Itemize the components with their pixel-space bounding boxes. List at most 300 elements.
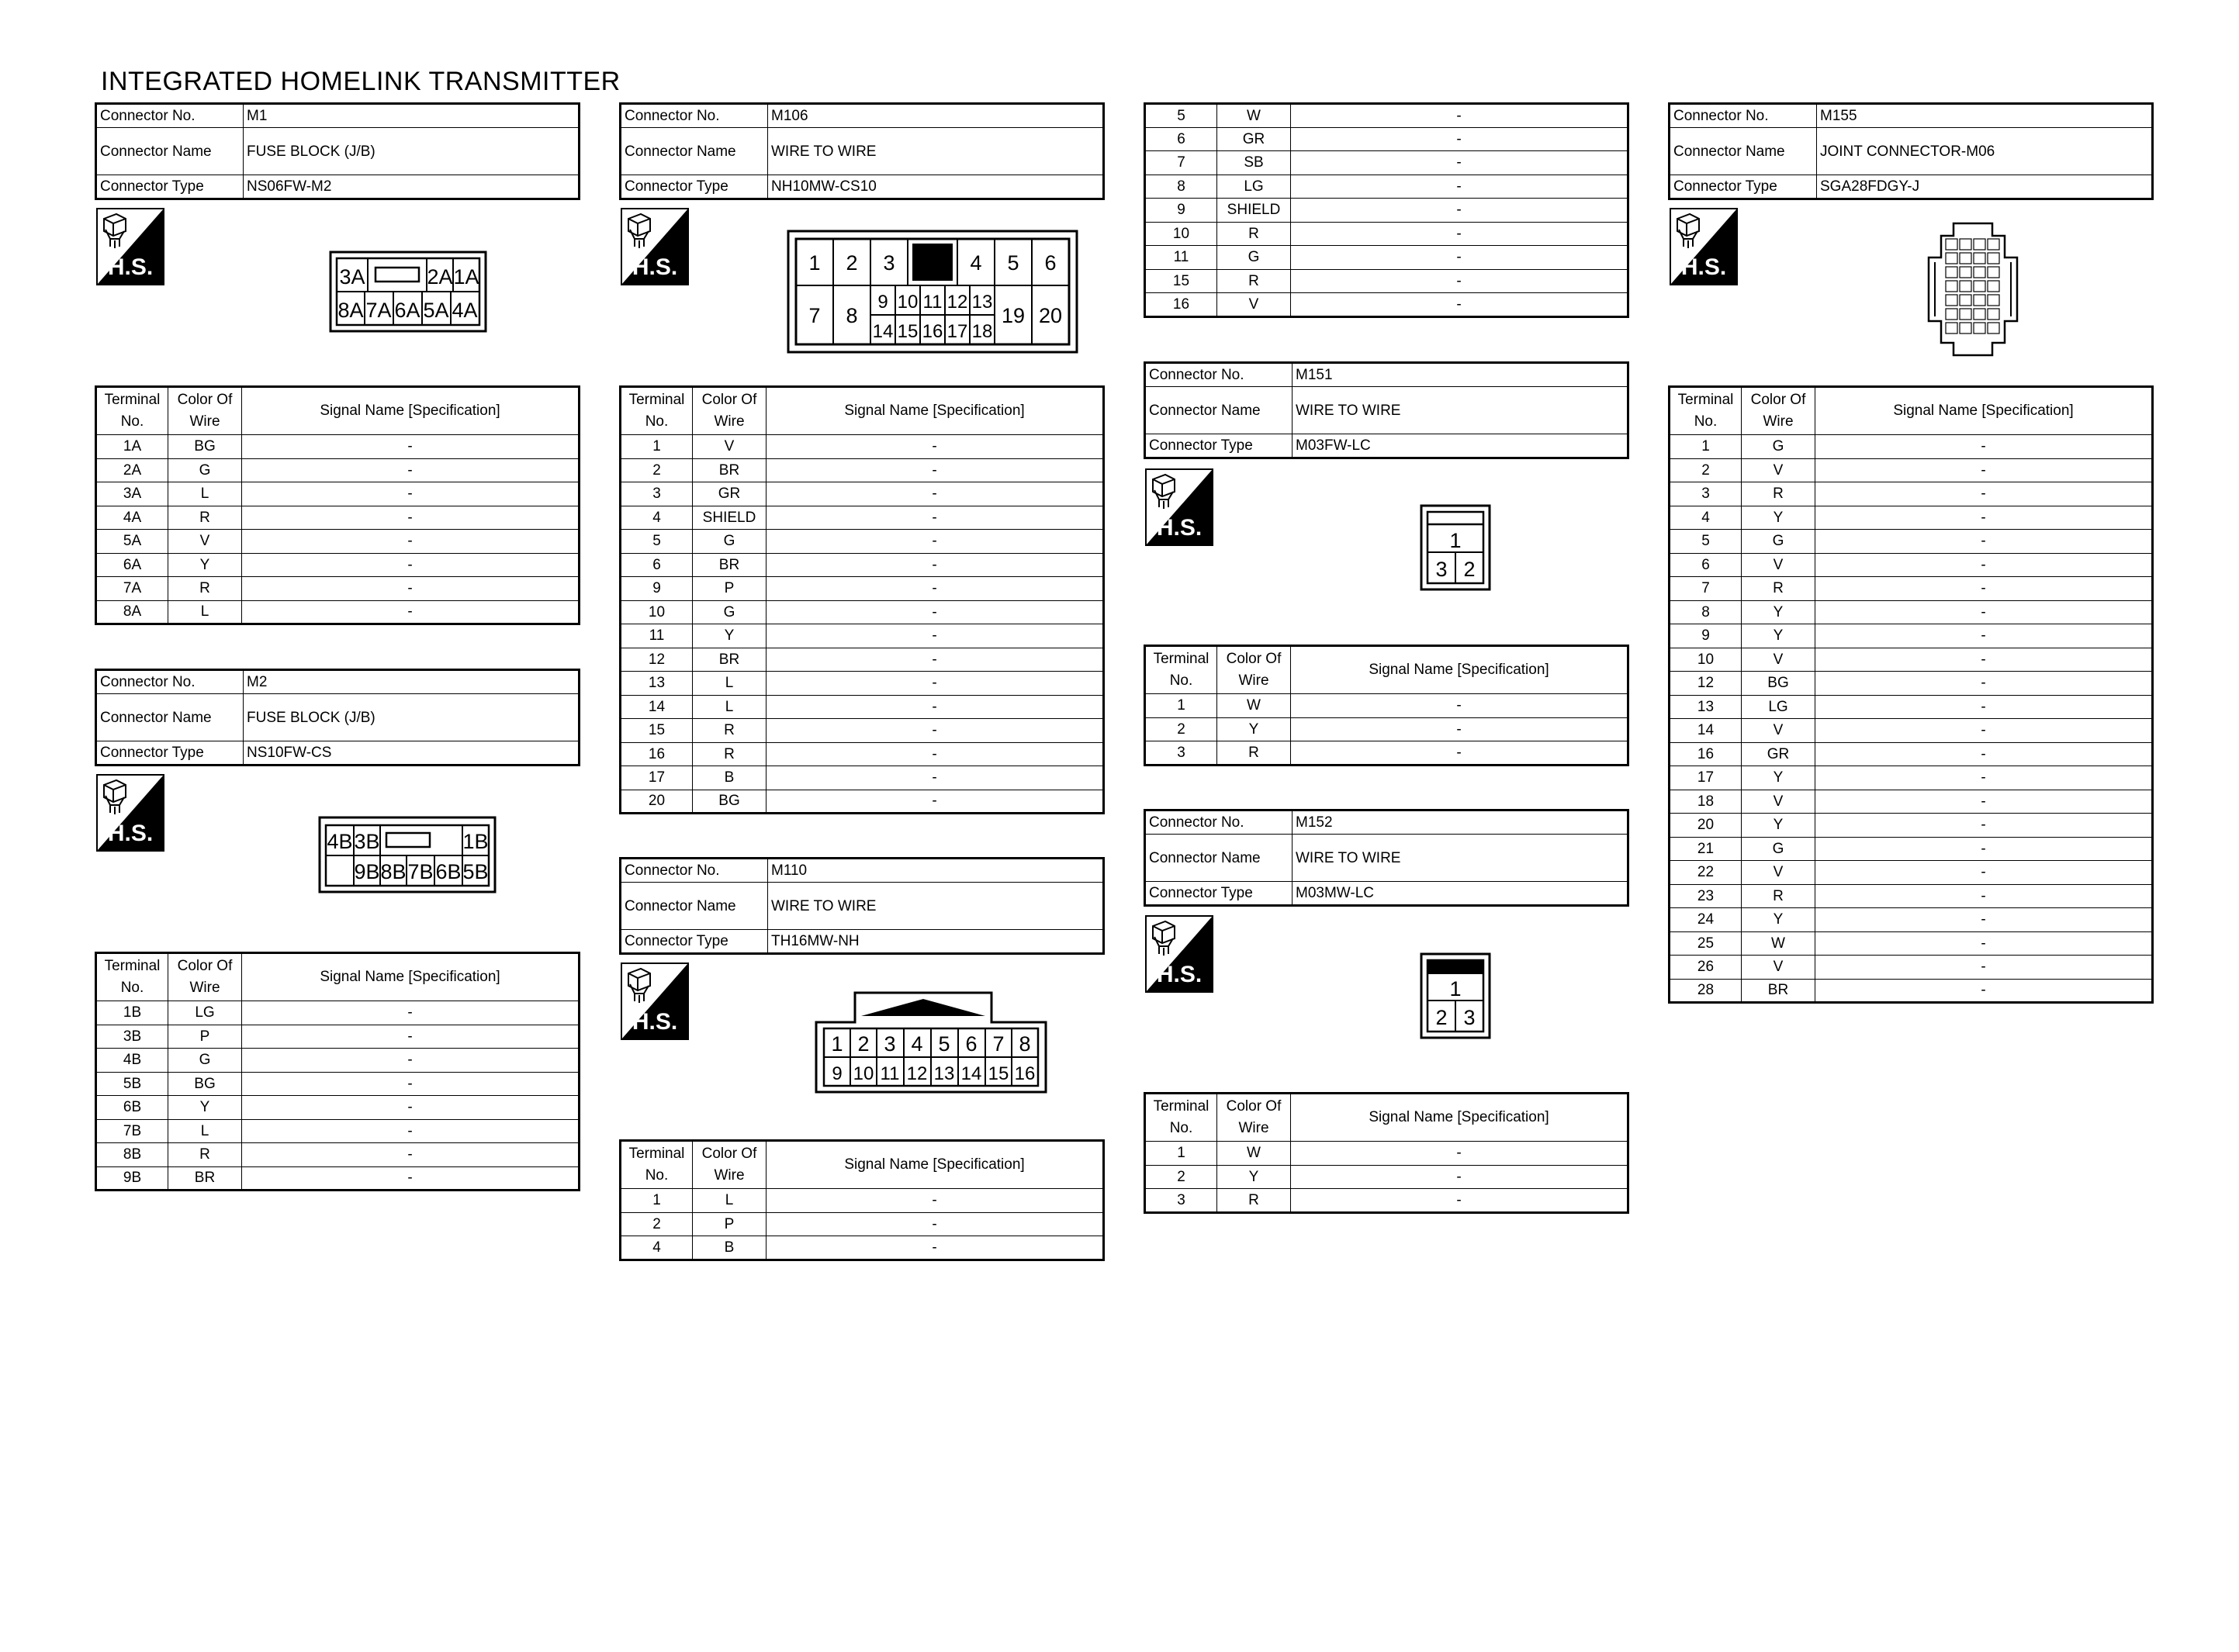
terminal-no-cell: 1 <box>1670 435 1742 459</box>
terminal-no-cell: 2A <box>96 458 168 482</box>
pin-label: 4A <box>452 299 478 322</box>
terminal-no-cell: 3 <box>1145 1189 1217 1213</box>
pin-label: 5B <box>462 860 489 883</box>
label-connector-type: Connector Type <box>96 741 244 766</box>
terminal-no-cell: 1 <box>1145 1142 1217 1166</box>
table-row <box>1670 908 2153 932</box>
connector-m155-face <box>1924 222 2022 357</box>
signal-name-cell: - <box>242 435 580 459</box>
table-row <box>96 458 580 482</box>
connector-name-value: FUSE BLOCK (J/B) <box>244 128 580 175</box>
table-row <box>1145 269 1628 293</box>
pin-label: 7A <box>365 299 392 322</box>
signal-name-cell: - <box>242 1001 580 1025</box>
connector-m106-info <box>619 102 1105 200</box>
table-row <box>621 719 1104 743</box>
header-signal-name: Signal Name [Specification] <box>767 387 1104 435</box>
table-row <box>96 1049 580 1073</box>
terminal-no-cell: 6B <box>96 1096 168 1120</box>
terminal-no-cell: 8A <box>96 600 168 624</box>
wire-color-cell: R <box>1217 269 1291 293</box>
connector-m151-face <box>1420 504 1491 591</box>
terminal-no-cell: 10 <box>621 600 693 624</box>
header-signal-name: Signal Name [Specification] <box>1815 387 2153 435</box>
pin-label: 12 <box>946 292 968 313</box>
wire-color-cell: G <box>168 458 242 482</box>
table-row <box>1670 956 2153 980</box>
header-terminal-no: Terminal No. <box>621 387 693 435</box>
connector-m1-face <box>329 251 487 333</box>
terminal-no-cell: 5 <box>1670 530 1742 554</box>
hs-badge-text: H.S. <box>107 254 154 280</box>
terminal-no-cell: 11 <box>621 624 693 648</box>
wire-color-cell: Y <box>1742 624 1815 648</box>
terminal-no-cell: 9B <box>96 1166 168 1191</box>
terminal-no-cell: 9 <box>1145 199 1217 223</box>
table-row <box>96 435 580 459</box>
table-row <box>621 766 1104 790</box>
header-terminal-no: Terminal No. <box>96 387 168 435</box>
harness-side-icon <box>1145 915 1213 993</box>
signal-name-cell: - <box>1291 269 1628 293</box>
terminal-no-cell: 7A <box>96 577 168 601</box>
wire-color-cell: W <box>1742 931 1815 956</box>
table-row <box>621 1236 1104 1260</box>
signal-name-cell: - <box>767 695 1104 719</box>
wire-color-cell: V <box>1742 648 1815 672</box>
terminal-no-cell: 4 <box>621 1236 693 1260</box>
table-row <box>621 790 1104 814</box>
wire-color-cell: SB <box>1217 151 1291 175</box>
terminal-no-cell: 2 <box>1670 458 1742 482</box>
wire-color-cell: R <box>1217 741 1291 766</box>
signal-name-cell: - <box>242 1119 580 1143</box>
signal-name-cell: - <box>1815 790 2153 814</box>
signal-name-cell: - <box>767 435 1104 459</box>
connector-type-value: SGA28FDGY-J <box>1817 175 2153 199</box>
connector-name-value: WIRE TO WIRE <box>768 883 1104 930</box>
wire-color-cell: R <box>168 506 242 530</box>
table-row <box>1670 482 2153 506</box>
pin-label: 13 <box>971 292 993 313</box>
header-terminal-no: Terminal No. <box>621 1141 693 1189</box>
signal-name-cell: - <box>1291 1189 1628 1213</box>
signal-name-cell: - <box>767 742 1104 766</box>
signal-name-cell: - <box>1815 931 2153 956</box>
connector-name-value: WIRE TO WIRE <box>768 128 1104 175</box>
table-row <box>1145 1165 1628 1189</box>
page-title: INTEGRATED HOMELINK TRANSMITTER <box>101 67 621 96</box>
terminal-no-cell: 24 <box>1670 908 1742 932</box>
table-row <box>621 648 1104 672</box>
signal-name-cell: - <box>1291 1142 1628 1166</box>
table-row <box>1145 717 1628 741</box>
signal-name-cell: - <box>1815 458 2153 482</box>
terminal-no-cell: 1 <box>1145 694 1217 718</box>
wire-color-cell: R <box>1217 222 1291 246</box>
header-color-of-wire: Color Of Wire <box>168 387 242 435</box>
table-row <box>1670 506 2153 530</box>
wire-color-cell: Y <box>168 553 242 577</box>
wire-color-cell: R <box>1217 1189 1291 1213</box>
connector-m2-info <box>95 669 580 766</box>
signal-name-cell: - <box>1815 506 2153 530</box>
terminal-no-cell: 3 <box>621 482 693 506</box>
table-row <box>1670 553 2153 577</box>
connector-type-value: M03FW-LC <box>1293 434 1628 458</box>
terminal-no-cell: 4 <box>621 506 693 530</box>
signal-name-cell: - <box>1815 553 2153 577</box>
hs-badge-text: H.S. <box>1156 962 1203 987</box>
wire-color-cell: G <box>1217 246 1291 270</box>
table-row <box>621 482 1104 506</box>
pin-label: 8A <box>337 299 364 322</box>
label-connector-no: Connector No. <box>621 859 768 883</box>
table-row <box>96 1001 580 1025</box>
pin-label: 4B <box>327 830 353 853</box>
terminal-no-cell: 7 <box>1670 577 1742 601</box>
signal-name-cell: - <box>1291 741 1628 766</box>
terminal-no-cell: 26 <box>1670 956 1742 980</box>
terminal-no-cell: 3 <box>1145 741 1217 766</box>
table-row <box>96 530 580 554</box>
wire-color-cell: Y <box>1742 766 1815 790</box>
terminal-table-m1 <box>95 385 580 625</box>
connector-type-value: TH16MW-NH <box>768 930 1104 954</box>
signal-name-cell: - <box>767 600 1104 624</box>
table-row <box>1670 435 2153 459</box>
wire-color-cell: V <box>1742 956 1815 980</box>
signal-name-cell: - <box>242 1143 580 1167</box>
pin-label: 2 <box>846 251 858 275</box>
connector-name-value: WIRE TO WIRE <box>1293 835 1628 882</box>
table-row <box>96 600 580 624</box>
terminal-no-cell: 14 <box>1670 719 1742 743</box>
wire-color-cell: Y <box>1742 600 1815 624</box>
signal-name-cell: - <box>1291 127 1628 151</box>
pin-label: 11 <box>880 1063 900 1084</box>
wire-color-cell: B <box>693 1236 767 1260</box>
wire-color-cell: BR <box>693 553 767 577</box>
terminal-no-cell: 4A <box>96 506 168 530</box>
connector-no-value: M1 <box>244 104 580 128</box>
connector-no-value: M155 <box>1817 104 2153 128</box>
header-terminal-no: Terminal No. <box>1145 1094 1217 1142</box>
signal-name-cell: - <box>1815 884 2153 908</box>
pin-label: 2 <box>1463 558 1476 581</box>
signal-name-cell: - <box>1815 766 2153 790</box>
table-row <box>621 458 1104 482</box>
signal-name-cell: - <box>1815 672 2153 696</box>
signal-name-cell: - <box>242 1166 580 1191</box>
wire-color-cell: W <box>1217 104 1291 128</box>
terminal-no-cell: 17 <box>1670 766 1742 790</box>
signal-name-cell: - <box>242 530 580 554</box>
pin-label: 15 <box>988 1063 1009 1084</box>
label-connector-no: Connector No. <box>1145 363 1293 387</box>
table-row <box>1670 719 2153 743</box>
terminal-no-cell: 6A <box>96 553 168 577</box>
signal-name-cell: - <box>242 600 580 624</box>
terminal-no-cell: 8B <box>96 1143 168 1167</box>
wire-color-cell: L <box>693 1189 767 1213</box>
terminal-no-cell: 5 <box>1145 104 1217 128</box>
wire-color-cell: BR <box>168 1166 242 1191</box>
wire-color-cell: SHIELD <box>1217 199 1291 223</box>
label-connector-type: Connector Type <box>1670 175 1817 199</box>
terminal-no-cell: 18 <box>1670 790 1742 814</box>
connector-type-value: M03MW-LC <box>1293 882 1628 906</box>
wire-color-cell: R <box>168 577 242 601</box>
signal-name-cell: - <box>1815 956 2153 980</box>
hs-badge-text: H.S. <box>632 254 678 280</box>
wire-color-cell: V <box>693 435 767 459</box>
pin-label: 6A <box>394 299 420 322</box>
signal-name-cell: - <box>1815 742 2153 766</box>
harness-side-icon <box>621 208 689 285</box>
connector-m2-face <box>318 816 497 893</box>
terminal-no-cell: 12 <box>621 648 693 672</box>
table-row <box>1670 979 2153 1003</box>
wire-color-cell: P <box>693 1212 767 1236</box>
header-color-of-wire: Color Of Wire <box>693 387 767 435</box>
wire-color-cell: Y <box>693 624 767 648</box>
pin-label: 10 <box>853 1063 874 1084</box>
pin-label: 5A <box>423 299 449 322</box>
pin-label: 19 <box>1001 304 1026 327</box>
wire-color-cell: BG <box>168 1072 242 1096</box>
signal-name-cell: - <box>767 766 1104 790</box>
signal-name-cell: - <box>767 577 1104 601</box>
table-row <box>96 1072 580 1096</box>
connector-name-value: WIRE TO WIRE <box>1293 387 1628 434</box>
wire-color-cell: R <box>693 742 767 766</box>
table-row <box>1145 1142 1628 1166</box>
pin-label: 2 <box>857 1032 870 1056</box>
terminal-no-cell: 28 <box>1670 979 1742 1003</box>
signal-name-cell: - <box>1291 222 1628 246</box>
harness-side-icon <box>621 963 689 1040</box>
table-row <box>1145 694 1628 718</box>
wire-color-cell: BR <box>693 648 767 672</box>
pin-label: 1 <box>1449 529 1462 552</box>
pin-label: 4 <box>970 251 982 275</box>
terminal-no-cell: 21 <box>1670 837 1742 861</box>
table-row <box>621 577 1104 601</box>
table-row <box>1670 695 2153 719</box>
table-row <box>96 1096 580 1120</box>
terminal-no-cell: 4 <box>1670 506 1742 530</box>
header-color-of-wire: Color Of Wire <box>693 1141 767 1189</box>
signal-name-cell: - <box>767 1212 1104 1236</box>
wire-color-cell: L <box>693 695 767 719</box>
connector-m151-info <box>1144 361 1629 459</box>
table-row <box>96 553 580 577</box>
terminal-no-cell: 8 <box>1145 175 1217 199</box>
terminal-no-cell: 1B <box>96 1001 168 1025</box>
terminal-no-cell: 9 <box>1670 624 1742 648</box>
pin-label: 18 <box>971 321 993 342</box>
wire-color-cell: Y <box>1742 506 1815 530</box>
table-row <box>1670 458 2153 482</box>
wire-color-cell: W <box>1217 694 1291 718</box>
wire-color-cell: L <box>168 482 242 506</box>
signal-name-cell: - <box>767 1189 1104 1213</box>
wire-color-cell: P <box>693 577 767 601</box>
signal-name-cell: - <box>242 1072 580 1096</box>
terminal-no-cell: 9 <box>621 577 693 601</box>
terminal-table-m2 <box>95 952 580 1191</box>
signal-name-cell: - <box>1815 435 2153 459</box>
terminal-no-cell: 3A <box>96 482 168 506</box>
signal-name-cell: - <box>1291 104 1628 128</box>
wire-color-cell: V <box>1742 458 1815 482</box>
signal-name-cell: - <box>1815 908 2153 932</box>
terminal-no-cell: 15 <box>1145 269 1217 293</box>
signal-name-cell: - <box>1815 577 2153 601</box>
terminal-table-m106-continued <box>1144 102 1629 318</box>
terminal-no-cell: 8 <box>1670 600 1742 624</box>
terminal-no-cell: 4B <box>96 1049 168 1073</box>
signal-name-cell: - <box>1815 861 2153 885</box>
signal-name-cell: - <box>1291 199 1628 223</box>
terminal-no-cell: 3B <box>96 1025 168 1049</box>
terminal-table-m110 <box>619 1139 1105 1261</box>
hs-badge-text: H.S. <box>107 821 154 846</box>
pin-label: 16 <box>922 321 943 342</box>
pin-label: 9B <box>354 860 380 883</box>
label-connector-no: Connector No. <box>1145 810 1293 835</box>
connector-type-value: NH10MW-CS10 <box>768 175 1104 199</box>
pin-label: 1 <box>831 1032 843 1056</box>
connector-name-value: FUSE BLOCK (J/B) <box>244 694 580 741</box>
table-row <box>96 577 580 601</box>
pin-label: 3 <box>1435 558 1448 581</box>
pin-label: 6B <box>435 860 462 883</box>
signal-name-cell: - <box>767 790 1104 814</box>
table-row <box>96 1025 580 1049</box>
table-row <box>1670 814 2153 838</box>
pin-label: 7 <box>992 1032 1005 1056</box>
signal-name-cell: - <box>1291 717 1628 741</box>
connector-m1-info <box>95 102 580 200</box>
table-row <box>621 553 1104 577</box>
label-connector-name: Connector Name <box>1145 387 1293 434</box>
terminal-no-cell: 13 <box>1670 695 1742 719</box>
connector-type-value: NS10FW-CS <box>244 741 580 766</box>
header-signal-name: Signal Name [Specification] <box>1291 646 1628 694</box>
pin-label: 16 <box>1014 1063 1036 1084</box>
table-row <box>1670 790 2153 814</box>
wire-color-cell: BG <box>1742 672 1815 696</box>
wire-color-cell: V <box>168 530 242 554</box>
pin-label: 1A <box>453 265 479 289</box>
signal-name-cell: - <box>1291 151 1628 175</box>
table-row <box>1670 742 2153 766</box>
label-connector-no: Connector No. <box>1670 104 1817 128</box>
harness-side-icon <box>1670 208 1738 285</box>
table-row <box>1670 577 2153 601</box>
terminal-no-cell: 6 <box>621 553 693 577</box>
wire-color-cell: V <box>1742 790 1815 814</box>
connector-no-value: M110 <box>768 859 1104 883</box>
header-signal-name: Signal Name [Specification] <box>242 387 580 435</box>
connector-no-value: M2 <box>244 670 580 694</box>
header-signal-name: Signal Name [Specification] <box>1291 1094 1628 1142</box>
table-row <box>1145 293 1628 317</box>
connector-no-value: M152 <box>1293 810 1628 835</box>
pin-label: 20 <box>1038 304 1063 327</box>
pin-label: 3B <box>354 830 380 853</box>
table-row <box>1670 672 2153 696</box>
label-connector-type: Connector Type <box>621 175 768 199</box>
terminal-no-cell: 16 <box>1145 293 1217 317</box>
signal-name-cell: - <box>767 624 1104 648</box>
signal-name-cell: - <box>767 1236 1104 1260</box>
table-row <box>1670 600 2153 624</box>
table-row <box>1670 861 2153 885</box>
terminal-no-cell: 22 <box>1670 861 1742 885</box>
label-connector-name: Connector Name <box>96 128 244 175</box>
label-connector-name: Connector Name <box>621 883 768 930</box>
signal-name-cell: - <box>242 553 580 577</box>
signal-name-cell: - <box>242 506 580 530</box>
table-row <box>96 1119 580 1143</box>
wire-color-cell: P <box>168 1025 242 1049</box>
terminal-no-cell: 23 <box>1670 884 1742 908</box>
wire-color-cell: G <box>693 530 767 554</box>
label-connector-name: Connector Name <box>1670 128 1817 175</box>
signal-name-cell: - <box>242 1049 580 1073</box>
connector-m152-info <box>1144 809 1629 907</box>
wire-color-cell: G <box>693 600 767 624</box>
header-color-of-wire: Color Of Wire <box>1742 387 1815 435</box>
terminal-no-cell: 10 <box>1145 222 1217 246</box>
table-row <box>1145 1189 1628 1213</box>
table-row <box>96 1166 580 1191</box>
signal-name-cell: - <box>242 577 580 601</box>
header-terminal-no: Terminal No. <box>1145 646 1217 694</box>
wire-color-cell: G <box>1742 435 1815 459</box>
label-connector-no: Connector No. <box>96 670 244 694</box>
signal-name-cell: - <box>242 458 580 482</box>
pin-label: 8B <box>380 860 407 883</box>
terminal-no-cell: 1 <box>621 1189 693 1213</box>
pin-label: 15 <box>897 321 919 342</box>
pin-label: 1 <box>1449 977 1462 1001</box>
table-row <box>621 600 1104 624</box>
wire-color-cell: Y <box>168 1096 242 1120</box>
wire-color-cell: L <box>168 600 242 624</box>
connector-m152-face <box>1420 952 1491 1039</box>
wire-color-cell: GR <box>693 482 767 506</box>
pin-label: 5 <box>1007 251 1019 275</box>
signal-name-cell: - <box>242 1096 580 1120</box>
table-row <box>1145 104 1628 128</box>
terminal-no-cell: 16 <box>621 742 693 766</box>
terminal-no-cell: 17 <box>621 766 693 790</box>
signal-name-cell: - <box>242 482 580 506</box>
signal-name-cell: - <box>1815 482 2153 506</box>
table-row <box>621 695 1104 719</box>
hs-badge-text: H.S. <box>1680 254 1727 280</box>
wire-color-cell: Y <box>1742 814 1815 838</box>
signal-name-cell: - <box>767 458 1104 482</box>
signal-name-cell: - <box>1815 719 2153 743</box>
wire-color-cell: R <box>693 719 767 743</box>
wire-color-cell: LG <box>168 1001 242 1025</box>
wire-color-cell: G <box>168 1049 242 1073</box>
